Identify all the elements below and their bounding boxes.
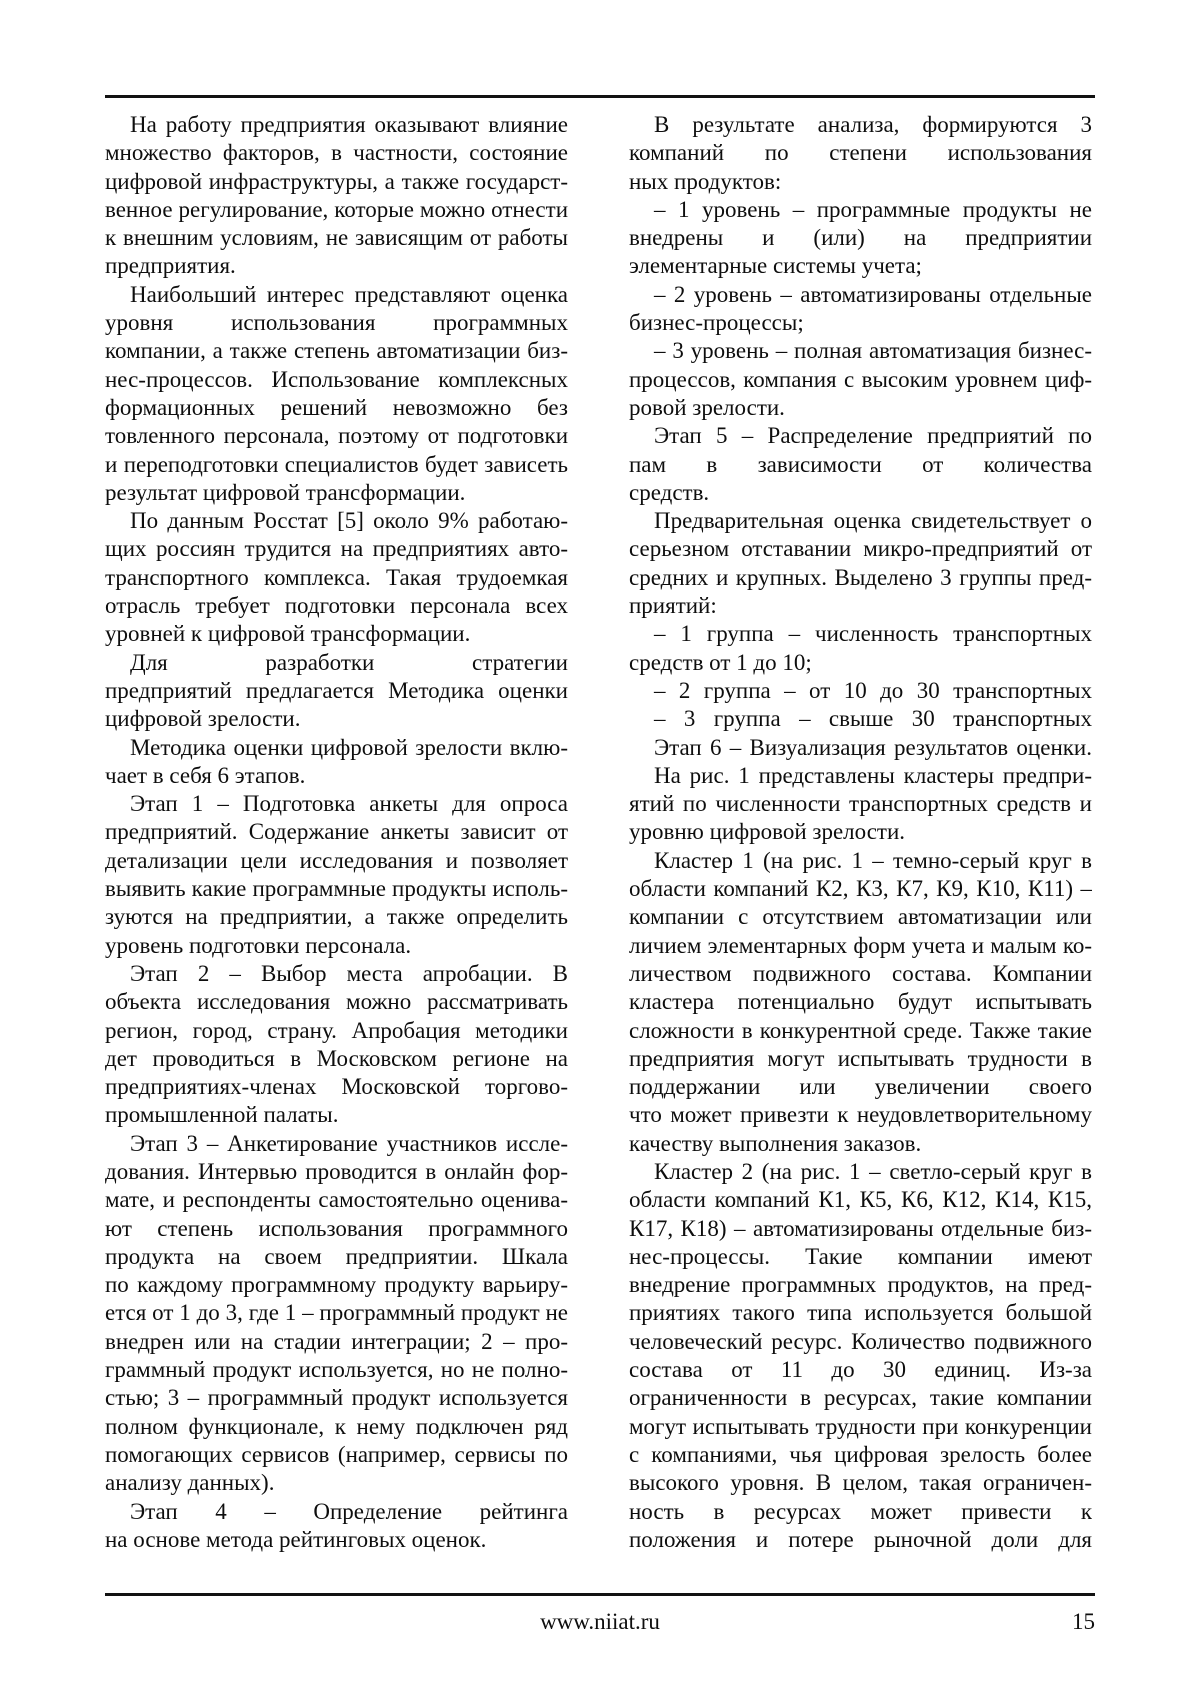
paragraph bbox=[629, 1158, 1092, 1554]
text-line: нес-процессы. Такие компании имеют bbox=[629, 1243, 1092, 1269]
paragraph bbox=[105, 1130, 568, 1498]
text-line: могут испытывать трудности при конкуренции bbox=[629, 1413, 1092, 1439]
text-line: продукта на своем предприятии. Шкала bbox=[105, 1243, 568, 1269]
text-line: средств от 1 до 10; bbox=[629, 649, 812, 675]
text-line: качеству выполнения заказов. bbox=[629, 1130, 922, 1156]
text-line: бизнес-процессы; bbox=[629, 310, 804, 336]
paragraph bbox=[629, 422, 1092, 507]
text-line: области компаний К1, К5, К6, К12, К14, К15, bbox=[629, 1187, 1092, 1213]
text-line: множество факторов, в частности, состояние bbox=[105, 140, 568, 166]
footer-website-url: www.niiat.ru bbox=[540, 1609, 660, 1634]
paragraph bbox=[105, 960, 568, 1130]
left-text-column bbox=[105, 111, 568, 1554]
paragraph bbox=[629, 847, 1092, 1158]
text-line: на основе метода рейтинговых оценок. bbox=[105, 1526, 487, 1552]
text-line: и переподготовки специалистов будет зависеть bbox=[105, 451, 568, 477]
text-line: средств. bbox=[629, 479, 710, 505]
text-line: внедрение программных продуктов, на пред- bbox=[629, 1272, 1092, 1298]
paragraph bbox=[629, 677, 1092, 705]
text-line: компании с отсутствием автоматизации или bbox=[629, 904, 1092, 930]
text-line: ровой зрелости. bbox=[629, 394, 785, 420]
text-line: элементарные системы учета; bbox=[629, 253, 922, 279]
text-line: предприятия. bbox=[105, 253, 236, 279]
text-line: – 1 уровень – программные продукты не bbox=[654, 196, 1092, 222]
text-line: кластера потенциально будут испытывать bbox=[629, 989, 1092, 1015]
text-line: уровня использования программных bbox=[105, 310, 568, 336]
text-line: состава от 11 до 30 единиц. Из-за bbox=[629, 1357, 1092, 1383]
text-line: отрасль требует подготовки персонала всех bbox=[105, 593, 568, 619]
text-line: серьезном отставании микро-предприятий от bbox=[629, 536, 1092, 562]
text-line: – 1 группа – численность транспортных bbox=[654, 621, 1092, 647]
text-line: внедрен или на стадии интеграции; 2 – про- bbox=[105, 1328, 568, 1354]
text-line: На рис. 1 представлены кластеры предпри- bbox=[654, 762, 1092, 788]
text-line: результат цифровой трансформации. bbox=[105, 479, 466, 505]
text-line: стью; 3 – программный продукт используется bbox=[105, 1385, 568, 1411]
text-line: транспортного комплекса. Такая трудоемкая bbox=[105, 564, 568, 590]
text-line: В результате анализа, формируются 3 bbox=[654, 112, 1092, 137]
footer-rule bbox=[105, 1593, 1095, 1596]
header-rule bbox=[105, 95, 1095, 98]
paragraph bbox=[105, 1498, 568, 1555]
text-line: мате, и респонденты самостоятельно оценива- bbox=[105, 1187, 568, 1213]
text-line: – 3 группа – свыше 30 транспортных bbox=[654, 706, 1092, 732]
paragraph bbox=[629, 196, 1092, 281]
text-line: личием элементарных форм учета и малым ко- bbox=[629, 932, 1092, 958]
text-line: дования. Интервью проводится в онлайн фор- bbox=[105, 1158, 568, 1184]
text-line: Методика оценки цифровой зрелости вклю- bbox=[130, 734, 568, 760]
text-line: товленного персонала, поэтому от подготовки bbox=[105, 423, 568, 449]
text-line: объекта исследования можно рассматривать bbox=[105, 989, 568, 1015]
text-line: сложности в конкурентной среде. Также такие bbox=[629, 1017, 1092, 1043]
text-line: средних и крупных. Выделено 3 группы пред- bbox=[629, 564, 1092, 590]
text-line: Предварительная оценка свидетельствует о bbox=[654, 508, 1092, 534]
text-line: помогающих сервисов (например, сервисы по bbox=[105, 1441, 568, 1467]
text-line: ют степень использования программного bbox=[105, 1215, 568, 1241]
page-footer bbox=[105, 1606, 1095, 1638]
paragraph bbox=[629, 111, 1092, 196]
text-line: Кластер 2 (на рис. 1 – светло-серый круг в bbox=[654, 1158, 1092, 1184]
text-line: человеческий ресурс. Количество подвижного bbox=[629, 1328, 1092, 1354]
text-line: Этап 3 – Анкетирование участников иссле- bbox=[130, 1130, 568, 1156]
text-line: дет проводиться в Московском регионе на bbox=[105, 1045, 568, 1071]
text-line: – 3 уровень – полная автоматизация бизнес- bbox=[654, 338, 1092, 364]
text-line: Этап 2 – Выбор места апробации. В bbox=[130, 960, 568, 986]
text-line: высокого уровня. В целом, такая ограничен- bbox=[629, 1470, 1092, 1496]
text-line: ность в ресурсах может привести к bbox=[629, 1498, 1092, 1524]
text-line: цифровой зрелости. bbox=[105, 706, 301, 732]
text-line: Наибольший интерес представляют оценка bbox=[130, 281, 568, 307]
text-line: граммный продукт используется, но не полно- bbox=[105, 1357, 568, 1383]
text-line: регион, город, страну. Апробация методики bbox=[105, 1017, 568, 1043]
text-line: пам в зависимости от количества bbox=[629, 451, 1092, 477]
text-line: зуются на предприятии, а также определить bbox=[105, 904, 568, 930]
text-line: внедрены и (или) на предприятии bbox=[629, 225, 1092, 251]
text-line: приятиях такого типа используется большой bbox=[629, 1300, 1092, 1326]
paragraph bbox=[629, 734, 1092, 762]
text-line: выявить какие программные продукты исполь- bbox=[105, 876, 568, 902]
text-line: области компаний К2, К3, К7, К9, К10, К11) – bbox=[629, 876, 1092, 902]
text-line: По данным Росстат [5] около 9% работаю- bbox=[130, 508, 568, 534]
text-line: детализации цели исследования и позволяет bbox=[105, 847, 568, 873]
paragraph bbox=[629, 762, 1092, 847]
text-line: личеством подвижного состава. Компании bbox=[629, 960, 1092, 986]
text-line: Этап 4 – Определение рейтинга bbox=[130, 1498, 568, 1524]
text-line: приятий: bbox=[629, 593, 717, 619]
text-line: промышленной палаты. bbox=[105, 1102, 339, 1128]
paragraph bbox=[629, 620, 1092, 677]
paragraph bbox=[105, 111, 568, 281]
text-line: цифровой инфраструктуры, а также государст- bbox=[105, 168, 568, 194]
paragraph bbox=[629, 281, 1092, 338]
text-line: предприятий предлагается Методика оценки bbox=[105, 677, 568, 703]
text-line: предприятия могут испытывать трудности в bbox=[629, 1045, 1092, 1071]
text-line: к внешним условиям, не зависящим от работы bbox=[105, 225, 568, 251]
text-line: уровню цифровой зрелости. bbox=[629, 819, 906, 845]
text-line: поддержании или увеличении своего bbox=[629, 1074, 1092, 1100]
paragraph bbox=[105, 649, 568, 734]
page-number: 15 bbox=[1072, 1609, 1095, 1634]
text-line: ется от 1 до 3, где 1 – программный продукт не bbox=[105, 1300, 568, 1326]
text-line: уровень подготовки персонала. bbox=[105, 932, 412, 958]
text-line: положения и потере рыночной доли для bbox=[629, 1526, 1092, 1552]
text-line: На работу предприятия оказывают влияние bbox=[130, 112, 568, 137]
text-line: Для разработки стратегии bbox=[130, 649, 568, 675]
text-line: полном функционале, к нему подключен ряд bbox=[105, 1413, 568, 1439]
paragraph bbox=[629, 337, 1092, 422]
text-line: предприятиях-членах Московской торгово- bbox=[105, 1074, 568, 1100]
text-line: – 2 группа – от 10 до 30 транспортных bbox=[654, 677, 1092, 703]
text-line: формационных решений невозможно без bbox=[105, 394, 568, 420]
text-line: анализу данных). bbox=[105, 1470, 275, 1496]
paragraph bbox=[105, 281, 568, 507]
right-text-column bbox=[629, 111, 1092, 1554]
text-line: с компаниями, чья цифровая зрелость более bbox=[629, 1441, 1092, 1467]
text-line: К17, К18) – автоматизированы отдельные биз- bbox=[629, 1215, 1092, 1241]
text-line: Этап 5 – Распределение предприятий по bbox=[654, 423, 1092, 449]
text-line: ятий по численности транспортных средств и bbox=[629, 791, 1092, 817]
paragraph bbox=[629, 507, 1092, 620]
text-line: нес-процессов. Использование комплексных bbox=[105, 366, 568, 392]
text-line: по каждому программному продукту варьиру- bbox=[105, 1272, 568, 1298]
text-line: Этап 1 – Подготовка анкеты для опроса bbox=[130, 791, 568, 817]
text-line: ных продуктов: bbox=[629, 168, 782, 194]
paragraph bbox=[105, 734, 568, 791]
paragraph bbox=[105, 790, 568, 960]
text-line: Этап 6 – Визуализация результатов оценки. bbox=[654, 734, 1092, 760]
text-line: предприятий. Содержание анкеты зависит от bbox=[105, 819, 568, 845]
text-line: что может привезти к неудовлетворительному bbox=[629, 1102, 1092, 1128]
text-line: уровней к цифровой трансформации. bbox=[105, 621, 471, 647]
text-line: компании, а также степень автоматизации биз- bbox=[105, 338, 568, 364]
text-line: ограниченности в ресурсах, такие компании bbox=[629, 1385, 1092, 1411]
paragraph bbox=[629, 705, 1092, 733]
text-line: щих россиян трудится на предприятиях авто- bbox=[105, 536, 568, 562]
text-line: – 2 уровень – автоматизированы отдельные bbox=[654, 281, 1092, 307]
text-line: чает в себя 6 этапов. bbox=[105, 762, 306, 788]
text-line: компаний по степени использования bbox=[629, 140, 1092, 166]
text-line: процессов, компания с высоким уровнем циф- bbox=[629, 366, 1092, 392]
text-line: венное регулирование, которые можно отнести bbox=[105, 196, 568, 222]
text-line: Кластер 1 (на рис. 1 – темно-серый круг в bbox=[654, 847, 1092, 873]
paragraph bbox=[105, 507, 568, 648]
